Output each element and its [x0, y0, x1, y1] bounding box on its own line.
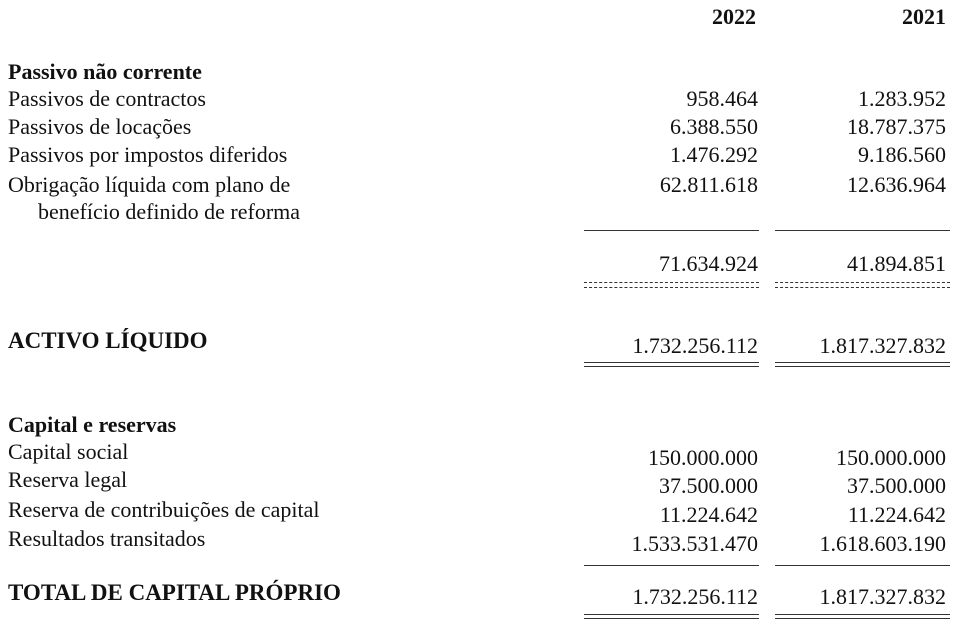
row-value-2022: 37.500.000: [659, 473, 758, 498]
row-value-2021: 150.000.000: [836, 445, 946, 470]
year-header-2021: 2021: [902, 4, 946, 29]
row-value-2021: 11.224.642: [847, 502, 946, 527]
subtotal-value-2021: 41.894.851: [847, 251, 946, 276]
double-dashed-rule: [775, 287, 950, 288]
subtotal-rule: [775, 565, 950, 566]
row-label: Passivos de locações: [8, 114, 192, 139]
row-label-continuation: benefício definido de reforma: [38, 199, 301, 224]
row-value-2022: 6.388.550: [670, 114, 758, 139]
total-rule: [775, 614, 950, 615]
section-title-non-current-liabilities: Passivo não corrente: [8, 59, 202, 84]
total-rule: [584, 614, 759, 615]
double-dashed-rule: [584, 287, 759, 288]
row-value-2021: 9.186.560: [858, 142, 946, 167]
row-value-2022: 62.811.618: [659, 172, 758, 197]
subtotal-value-2022: 71.634.924: [659, 251, 758, 276]
total-rule: [584, 366, 759, 367]
total-rule: [775, 366, 950, 367]
row-label: Passivos de contractos: [8, 86, 206, 111]
row-value-2021: 1.618.603.190: [819, 531, 946, 556]
row-value-2022: 958.464: [686, 86, 758, 111]
subtotal-rule: [584, 230, 759, 231]
total-rule: [775, 618, 950, 619]
total-equity-label: TOTAL DE CAPITAL PRÓPRIO: [8, 580, 341, 605]
year-header-2022: 2022: [712, 4, 756, 29]
row-value-2021: 37.500.000: [847, 473, 946, 498]
row-label: Reserva legal: [8, 467, 128, 492]
subtotal-rule: [584, 565, 759, 566]
net-assets-value-2022: 1.732.256.112: [632, 333, 758, 358]
row-value-2021: 12.636.964: [847, 172, 946, 197]
total-rule: [584, 618, 759, 619]
row-value-2021: 1.283.952: [858, 86, 946, 111]
net-assets-label: ACTIVO LÍQUIDO: [8, 328, 208, 353]
section-title-capital-reserves: Capital e reservas: [8, 412, 177, 437]
total-rule: [584, 362, 759, 363]
subtotal-rule: [775, 230, 950, 231]
row-label: Obrigação líquida com plano de: [8, 172, 291, 197]
row-label: Passivos por impostos diferidos: [8, 142, 288, 167]
net-assets-value-2021: 1.817.327.832: [819, 333, 946, 358]
total-rule: [775, 362, 950, 363]
double-dashed-rule: [584, 282, 759, 283]
double-dashed-rule: [775, 282, 950, 283]
row-value-2022: 1.476.292: [670, 142, 758, 167]
row-label: Capital social: [8, 439, 129, 464]
row-label: Reserva de contribuições de capital: [8, 497, 320, 522]
total-equity-value-2022: 1.732.256.112: [632, 584, 758, 609]
row-value-2022: 150.000.000: [648, 445, 758, 470]
row-value-2021: 18.787.375: [847, 114, 946, 139]
total-equity-value-2021: 1.817.327.832: [819, 584, 946, 609]
row-label: Resultados transitados: [8, 526, 206, 551]
row-value-2022: 1.533.531.470: [631, 531, 758, 556]
row-value-2022: 11.224.642: [659, 502, 758, 527]
